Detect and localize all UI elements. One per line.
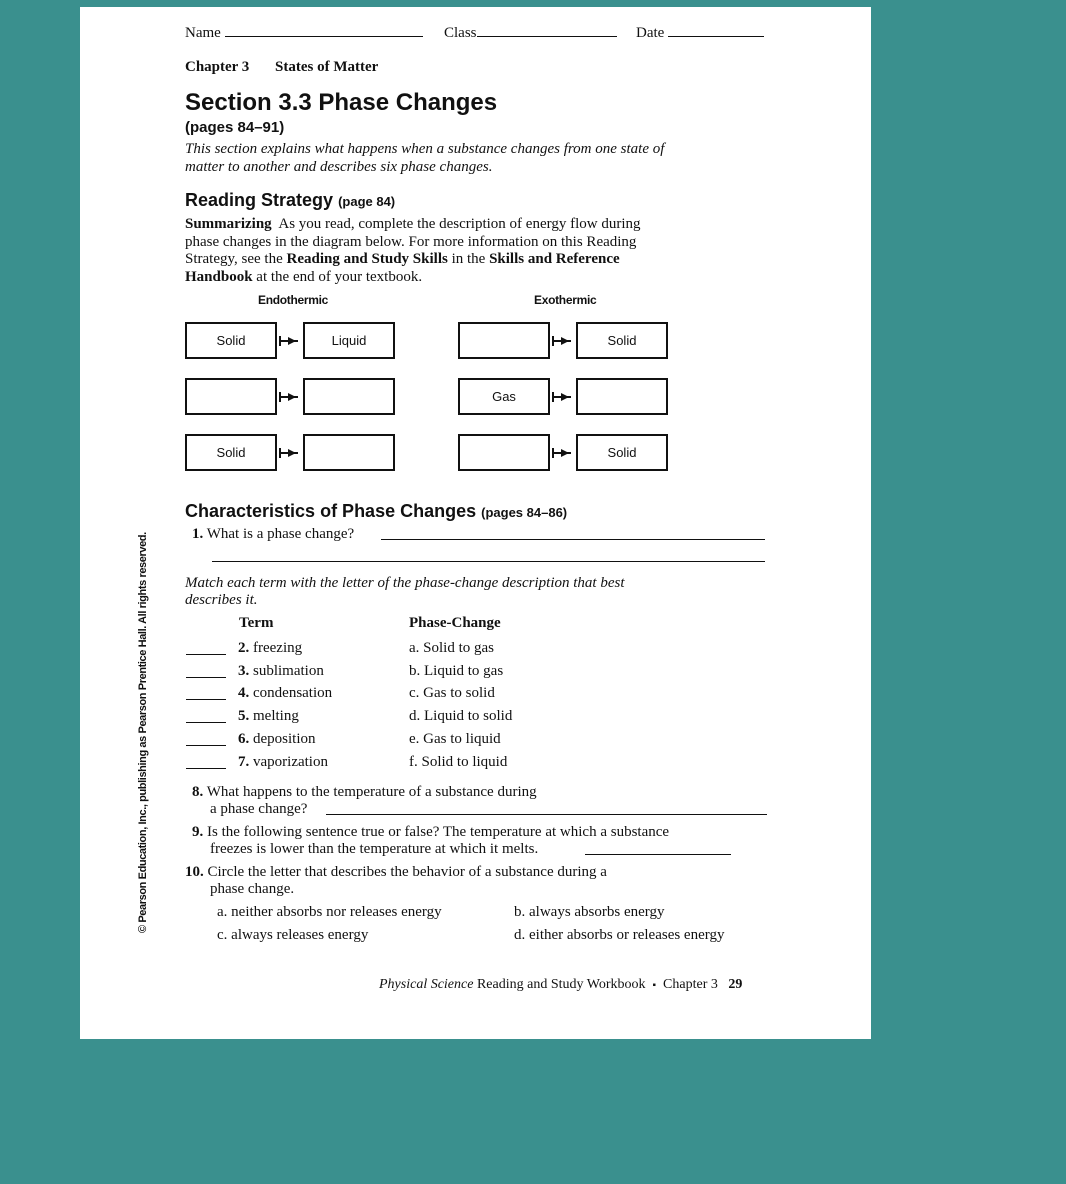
description-text: Solid to gas [423, 640, 495, 656]
exo-box-r3-c1[interactable] [458, 434, 550, 471]
question-8-number: 8. [192, 784, 204, 800]
name-field [185, 25, 423, 42]
endo-box-r1-c1 [185, 322, 277, 359]
section-title: Section 3.3 Phase Changes [185, 89, 498, 116]
endo-box-r3-c2[interactable] [303, 434, 395, 471]
strategy-text-3: at the end of your textbook. [252, 268, 423, 285]
arrow-icon [277, 335, 299, 347]
name-blank [225, 36, 423, 37]
exo-box-label: Solid [607, 333, 637, 348]
endo-box-label: Liquid [331, 333, 367, 348]
strategy-text-2: in the [447, 251, 490, 267]
arrow-icon [277, 447, 299, 459]
class-blank [477, 36, 617, 37]
term-text: vaporization [253, 754, 328, 770]
date-blank [668, 36, 764, 37]
phase-change-description [409, 708, 512, 725]
chapter-title: States of Matter [275, 59, 379, 75]
description-letter: d. [409, 708, 421, 724]
chapter-number: Chapter 3 [185, 59, 250, 75]
option-d[interactable]: d. either absorbs or releases energy [514, 927, 725, 943]
match-term [238, 754, 328, 771]
term-number: 2. [238, 640, 250, 656]
question-10 [185, 864, 607, 898]
arrow-icon [550, 447, 572, 459]
term-number: 5. [238, 708, 250, 724]
endo-box-r2-c1[interactable] [185, 378, 277, 415]
term-text: sublimation [253, 663, 324, 679]
question-10-line1: Circle the letter that describes the behavior of a substance during a [207, 864, 607, 880]
name-label: Name [185, 25, 221, 41]
term-text: condensation [253, 685, 333, 701]
description-text: Gas to solid [423, 685, 495, 701]
option-b[interactable]: b. always absorbs energy [514, 904, 665, 920]
match-instructions: Match each term with the letter of the phase-change description that best describes it. [185, 575, 625, 608]
term-header: Term [239, 615, 274, 631]
match-term [238, 663, 324, 680]
question-1 [192, 526, 354, 543]
date-field [636, 25, 764, 42]
answer-line-9[interactable] [585, 854, 731, 855]
arrow-icon [550, 335, 572, 347]
description-text: Solid to liquid [421, 754, 508, 770]
match-term [238, 640, 302, 657]
description-letter: c. [409, 685, 420, 701]
endo-box-label: Solid [216, 445, 246, 460]
exo-box-r2-c2[interactable] [576, 378, 668, 415]
summarizing-lead: Summarizing [185, 216, 272, 232]
match-answer-line[interactable] [186, 677, 226, 678]
page-footer [379, 977, 742, 993]
characteristics-title: Characteristics of Phase Changes [185, 501, 477, 521]
footer-book-title: Reading and Study Workbook [476, 977, 646, 992]
class-field [444, 25, 617, 42]
term-text: freezing [253, 640, 303, 656]
term-text: deposition [253, 731, 316, 747]
match-answer-line[interactable] [186, 768, 226, 769]
option-a[interactable]: a. neither absorbs nor releases energy [217, 904, 442, 920]
characteristics-heading [185, 501, 567, 522]
answer-line-1b[interactable] [212, 561, 765, 562]
endo-box-r1-c2 [303, 322, 395, 359]
exo-box-r3-c2 [576, 434, 668, 471]
question-8-line2: a phase change? [210, 801, 308, 817]
phase-change-description [409, 663, 503, 680]
date-label: Date [636, 25, 665, 41]
worksheet-page [80, 7, 871, 1039]
copyright-notice: © Pearson Education, Inc., publishing as Pearson Prentice Hall. All rights reserved. [137, 532, 149, 933]
strategy-bold-1: Reading and Study Skills [286, 251, 448, 267]
reading-strategy-text [185, 216, 665, 286]
exothermic-label: Exothermic [534, 293, 597, 307]
arrow-icon [550, 391, 572, 403]
term-number: 4. [238, 685, 250, 701]
question-10-line2: phase change. [210, 881, 295, 897]
match-answer-line[interactable] [186, 654, 226, 655]
phase-change-description [409, 754, 507, 771]
phase-change-header: Phase-Change [409, 615, 501, 631]
description-letter: f. [409, 754, 418, 770]
endothermic-label: Endothermic [258, 293, 329, 307]
answer-line-1a[interactable] [381, 539, 765, 540]
question-8-line1: What happens to the temperature of a substance during [206, 784, 537, 800]
footer-page-number: 29 [728, 977, 743, 992]
class-label: Class [444, 25, 477, 41]
description-text: Liquid to gas [424, 663, 504, 679]
exo-box-label: Gas [492, 389, 516, 404]
footer-book-italic: Physical Science [379, 977, 474, 992]
reading-strategy-page-ref: (page 84) [338, 194, 396, 209]
question-9-number: 9. [192, 824, 204, 840]
description-text: Gas to liquid [423, 731, 501, 747]
phase-change-description [409, 731, 501, 748]
characteristics-page-ref: (pages 84–86) [481, 505, 568, 520]
exo-box-r1-c2 [576, 322, 668, 359]
question-10-number: 10. [185, 864, 204, 880]
option-c[interactable]: c. always releases energy [217, 927, 369, 943]
question-9 [192, 824, 669, 858]
strategy-bold-2: Skills and Reference Handbook [185, 251, 620, 285]
match-answer-line[interactable] [186, 722, 226, 723]
question-1-text: What is a phase change? [206, 526, 355, 542]
footer-bullet: ▪ [652, 980, 657, 991]
endo-box-r3-c1 [185, 434, 277, 471]
term-number: 6. [238, 731, 250, 747]
question-1-number: 1. [192, 526, 204, 542]
footer-chapter: Chapter 3 [663, 977, 718, 992]
question-8 [192, 784, 537, 818]
phase-change-description [409, 685, 495, 702]
match-answer-line[interactable] [186, 745, 226, 746]
endo-box-label: Solid [216, 333, 246, 348]
description-letter: b. [409, 663, 421, 679]
match-term [238, 685, 332, 702]
section-pages: (pages 84–91) [185, 119, 285, 136]
description-letter: e. [409, 731, 420, 747]
term-text: melting [253, 708, 299, 724]
exo-box-r1-c1[interactable] [458, 322, 550, 359]
exo-box-r2-c1 [458, 378, 550, 415]
question-9-line2: freezes is lower than the temperature at which it melts. [210, 841, 539, 857]
arrow-icon [277, 391, 299, 403]
section-intro: This section explains what happens when a substance changes from one state of matter to another and describes six phase changes. [185, 141, 665, 175]
description-letter: a. [409, 640, 420, 656]
term-number: 7. [238, 754, 250, 770]
reading-strategy-heading [185, 190, 395, 211]
endo-box-r2-c2[interactable] [303, 378, 395, 415]
answer-line-8[interactable] [326, 814, 767, 815]
phase-change-description [409, 640, 494, 657]
term-number: 3. [238, 663, 250, 679]
reading-strategy-title: Reading Strategy [185, 190, 334, 210]
exo-box-label: Solid [607, 445, 637, 460]
strategy-text-1: As you read, complete the description of energy flow during phase changes in the diagram below. For more information on this Reading Strategy, see the [185, 216, 641, 267]
match-term [238, 708, 299, 725]
question-9-line1: Is the following sentence true or false? The temperature at which a substance [207, 824, 670, 840]
match-answer-line[interactable] [186, 699, 226, 700]
match-term [238, 731, 316, 748]
description-text: Liquid to solid [424, 708, 513, 724]
